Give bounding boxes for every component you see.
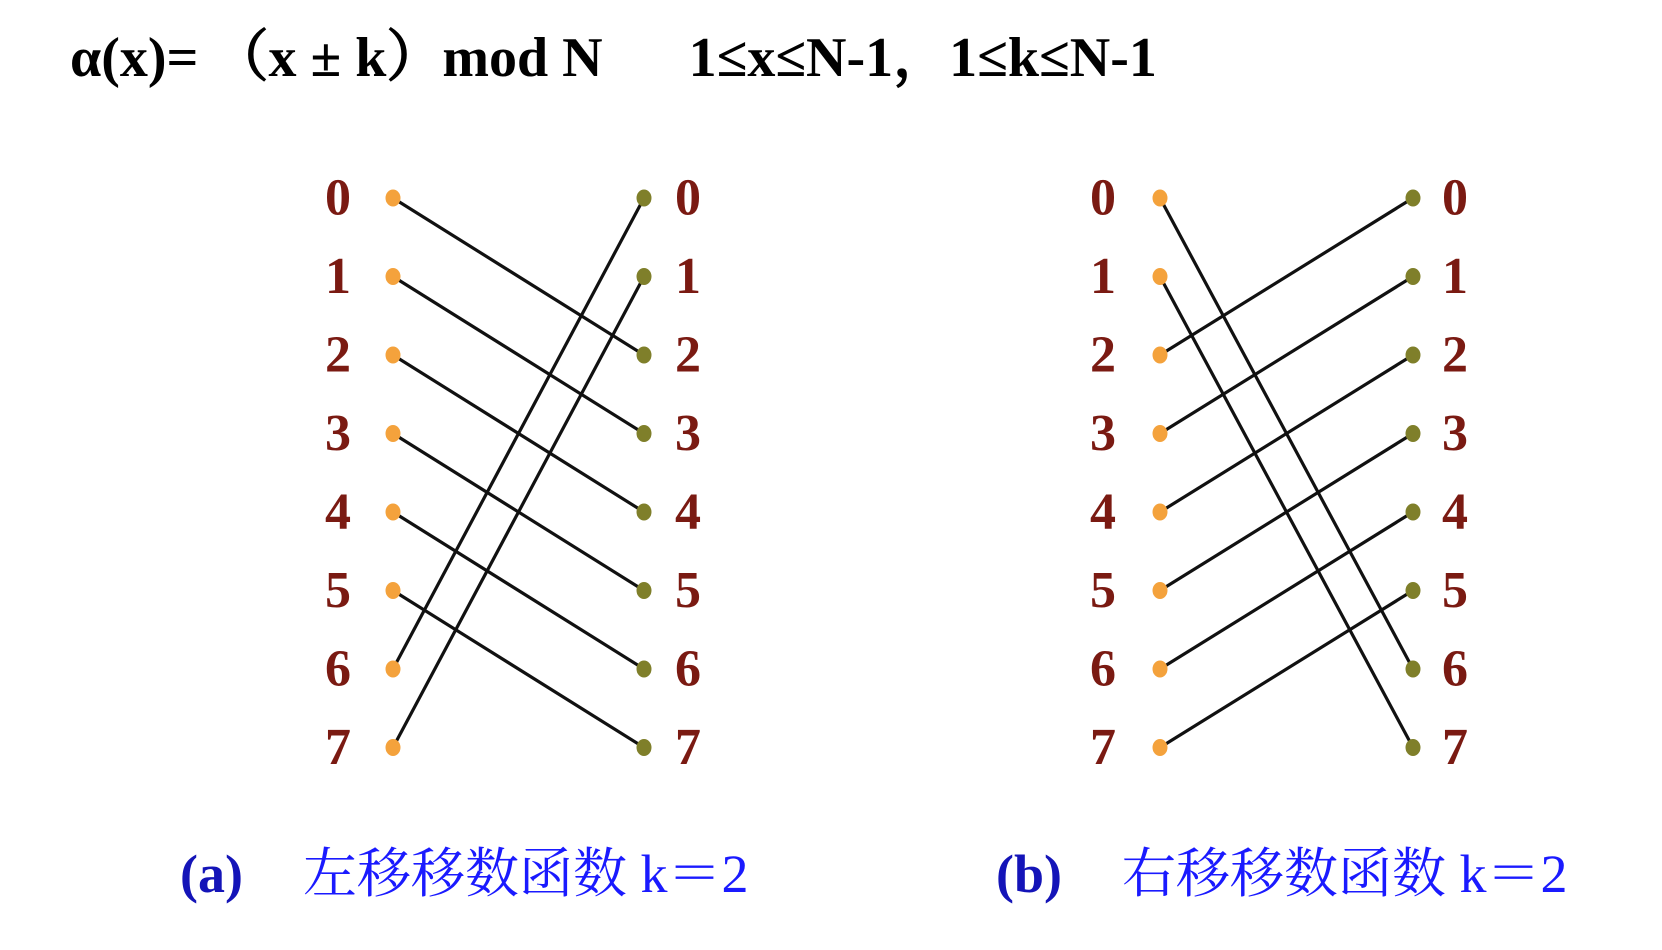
input-node-a-5: [386, 582, 401, 599]
output-label-a-7: 7: [675, 719, 701, 776]
output-label-a-5: 5: [675, 562, 701, 619]
input-label-b-5: 5: [1090, 562, 1116, 619]
caption-a: [180, 842, 748, 906]
input-node-a-7: [386, 739, 401, 756]
output-label-a-2: 2: [675, 326, 701, 384]
input-node-b-0: [1153, 190, 1168, 207]
formula-expression: α(x)= （x ± k）mod N: [70, 27, 603, 89]
input-label-a-7: 7: [325, 719, 351, 776]
input-node-b-7: [1153, 739, 1168, 756]
edge-a-6-to-0: [393, 198, 644, 669]
input-label-a-5: 5: [325, 562, 351, 619]
edge-b-4-to-2: [1160, 355, 1413, 512]
edge-a-4-to-6: [393, 512, 644, 669]
caption-b-tag: (b): [996, 844, 1062, 904]
output-node-b-6: [1406, 661, 1421, 678]
input-node-b-4: [1153, 504, 1168, 521]
input-label-a-0: 0: [325, 169, 351, 227]
caption-b-text: 右移移数函数 k＝2: [1122, 844, 1568, 904]
caption-a-text: 左移移数函数 k＝2: [302, 844, 749, 904]
output-label-b-3: 3: [1442, 405, 1468, 462]
input-label-b-4: 4: [1090, 483, 1116, 541]
output-node-b-5: [1406, 582, 1421, 599]
output-label-b-4: 4: [1442, 483, 1468, 541]
edge-b-3-to-1: [1160, 277, 1413, 434]
formula-constraints: 1≤x≤N-1，1≤k≤N-1: [688, 27, 1157, 89]
output-node-a-1: [637, 268, 652, 285]
output-node-a-2: [637, 347, 652, 364]
edge-a-5-to-7: [393, 591, 644, 748]
output-node-a-4: [637, 504, 652, 521]
output-node-a-7: [637, 739, 652, 756]
input-label-b-7: 7: [1090, 719, 1116, 776]
edge-a-7-to-1: [393, 277, 644, 748]
input-node-b-3: [1153, 425, 1168, 442]
input-node-b-6: [1153, 661, 1168, 678]
edge-a-1-to-3: [393, 277, 644, 434]
edge-a-0-to-2: [393, 198, 644, 355]
output-node-a-5: [637, 582, 652, 599]
input-label-a-4: 4: [325, 483, 351, 541]
output-label-a-4: 4: [675, 483, 701, 541]
output-node-b-2: [1406, 347, 1421, 364]
input-label-b-2: 2: [1090, 326, 1116, 384]
output-label-b-2: 2: [1442, 326, 1468, 384]
edge-b-5-to-3: [1160, 434, 1413, 591]
input-node-a-4: [386, 504, 401, 521]
input-label-a-1: 1: [325, 248, 351, 305]
input-node-a-2: [386, 347, 401, 364]
edge-b-2-to-0: [1160, 198, 1413, 355]
output-label-b-6: 6: [1442, 640, 1468, 698]
output-node-a-0: [637, 190, 652, 207]
input-label-b-3: 3: [1090, 405, 1116, 462]
input-label-b-6: 6: [1090, 640, 1116, 698]
output-label-a-1: 1: [675, 248, 701, 305]
edge-b-7-to-5: [1160, 591, 1413, 748]
input-node-a-6: [386, 661, 401, 678]
input-node-a-0: [386, 190, 401, 207]
output-node-b-0: [1406, 190, 1421, 207]
input-label-a-3: 3: [325, 405, 351, 462]
input-label-a-2: 2: [325, 326, 351, 384]
input-label-b-1: 1: [1090, 248, 1116, 305]
output-label-b-5: 5: [1442, 562, 1468, 619]
output-node-b-3: [1406, 425, 1421, 442]
caption-b: [996, 842, 1568, 906]
output-label-b-1: 1: [1442, 248, 1468, 305]
diagram-panel-b: [1090, 170, 1468, 777]
output-label-b-7: 7: [1442, 719, 1468, 776]
output-node-b-4: [1406, 504, 1421, 521]
output-label-b-0: 0: [1442, 169, 1468, 227]
output-label-a-0: 0: [675, 169, 701, 227]
output-label-a-3: 3: [675, 405, 701, 462]
input-node-b-1: [1153, 268, 1168, 285]
input-node-a-1: [386, 268, 401, 285]
input-node-b-5: [1153, 582, 1168, 599]
output-node-a-6: [637, 661, 652, 678]
output-node-b-7: [1406, 739, 1421, 756]
output-node-a-3: [637, 425, 652, 442]
input-label-a-6: 6: [325, 640, 351, 698]
input-node-b-2: [1153, 347, 1168, 364]
output-label-a-6: 6: [675, 640, 701, 698]
diagram-panel-a: [325, 170, 701, 777]
output-node-b-1: [1406, 268, 1421, 285]
input-node-a-3: [386, 425, 401, 442]
edge-b-6-to-4: [1160, 512, 1413, 669]
caption-a-tag: (a): [180, 844, 243, 904]
input-label-b-0: 0: [1090, 169, 1116, 227]
